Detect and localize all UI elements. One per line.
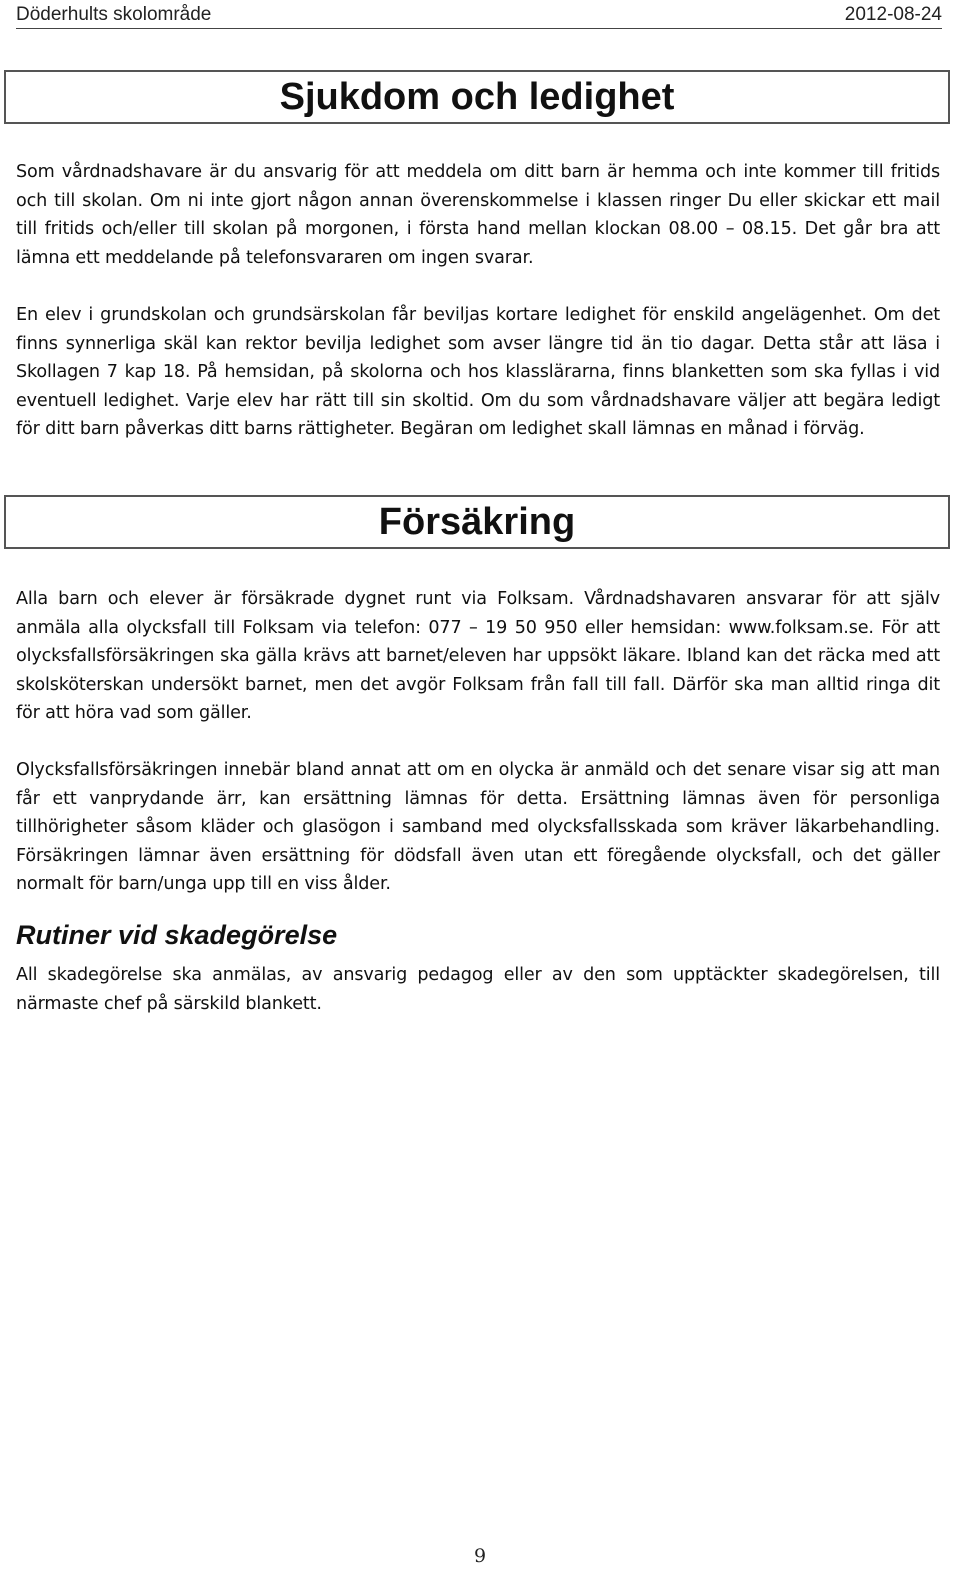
paragraph-rutiner: All skadegörelse ska anmälas, av ansvarig pedagog eller av den som upptäckter skadegörelsen, till närmaste chef på särskild blankett. (16, 965, 940, 1014)
page-header (16, 2, 942, 29)
paragraph-sjukdom-notice: Som vårdnadshavare är du ansvarig för att meddela om ditt barn är hemma och inte kommer till fritids och till skolan. Om ni inte gjort någon annan överenskommelse i klassen ringer Du eller skickar ett mail till fritids och/eller till skolan på morgonen, i första hand mellan klockan 08.00 – 08.15. Det går bra att lämna ett meddelande på telefonsvararen om ingen svarar. (16, 162, 940, 268)
header-date: 2012-08-24 (844, 4, 942, 25)
section-title-forsakring: Försäkring (4, 495, 950, 549)
section-title-sjukdom: Sjukdom och ledighet (4, 70, 950, 124)
section-title-rutiner: Rutiner vid skadegörelse (16, 920, 338, 950)
paragraph-forsakring: Alla barn och elever är försäkrade dygnet runt via Folksam. Vårdnadshavaren ansvarar för att själv anmäla alla olycksfall till Folksam via telefon: 077 – 19 50 950 eller hemsidan: www.folksam.se. För att olycksfallsförsäkringen ska gälla krävs att barnet/eleven har uppsökt läkare. Ibland kan det räcka med att skolsköterskan undersökt barnet, men det avgör Folksam från fall till fall. Därför ska man alltid ringa dit för att höra vad som gäller. (16, 589, 940, 724)
paragraph-ledighet: En elev i grundskolan och grundsärskolan får beviljas kortare ledighet för enskild angelägenhet. Om det finns synnerliga skäl kan rektor bevilja ledighet som avser längre tid än tio dagar. Detta står att läsa i Skollagen 7 kap 18. På hemsidan, på skolorna och hos klasslärarna, finns blanketten som ska fyllas i vid eventuell ledighet. Varje elev har rätt till sin skoltid. Om du som vårdnadshavare väljer att begära ledigt för ditt barn påverkas ditt barns rättigheter. Begäran om ledighet skall lämnas en månad i förväg. (16, 305, 940, 440)
paragraph-olycksfall: Olycksfallsförsäkringen innebär bland annat att om en olycka är anmäld och det senare visar sig att man får ett vanprydande ärr, kan ersättning lämnas för detta. Ersättning lämnas även för personliga tillhörigheter såsom kläder och glasögon i samband med olycksfallsskada som kräver läkarbehandling. Försäkringen lämnar även ersättning för dödsfall även utan ett föregående olycksfall, och det gäller normalt för barn/unga upp till en viss ålder. (16, 760, 940, 895)
header-school-name: Döderhults skolområde (16, 4, 212, 25)
page-number: 9 (473, 1545, 487, 1567)
